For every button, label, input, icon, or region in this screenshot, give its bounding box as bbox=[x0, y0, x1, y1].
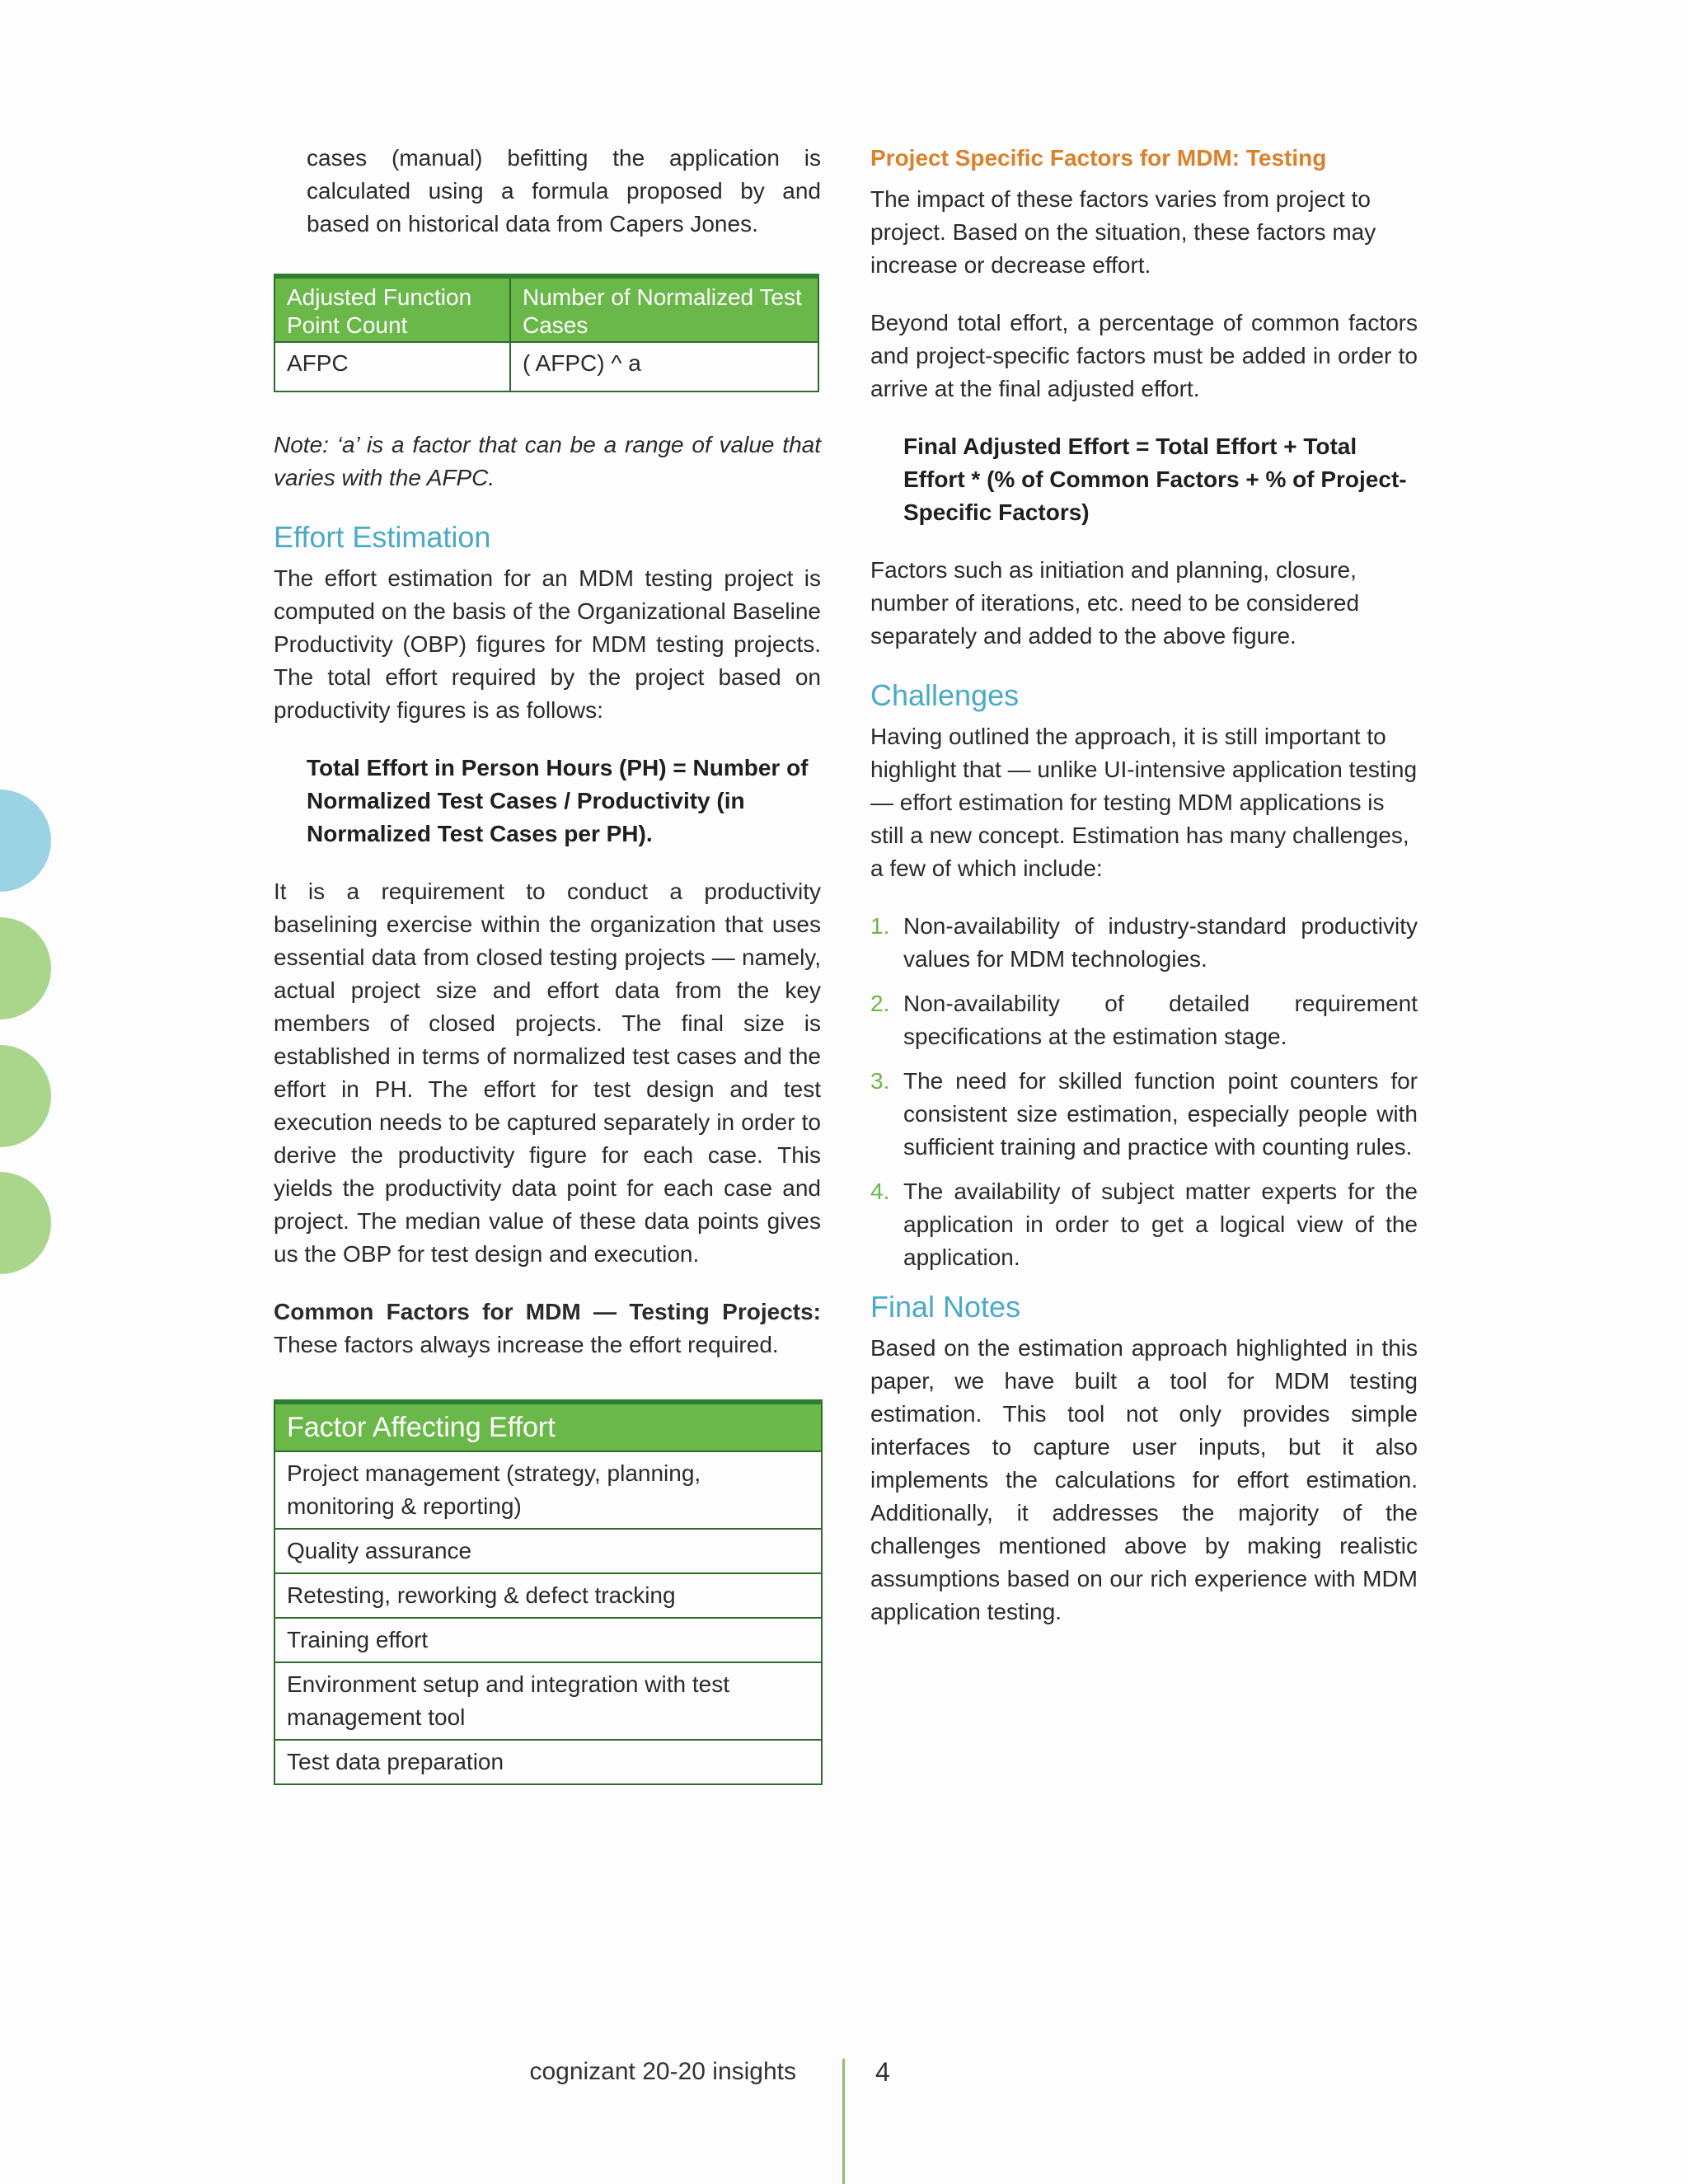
decorative-circle-green bbox=[0, 1045, 51, 1147]
section-heading-effort-estimation: Effort Estimation bbox=[274, 520, 491, 554]
section-heading-challenges: Challenges bbox=[870, 678, 1020, 712]
list-item bbox=[870, 1175, 1418, 1274]
paragraph: It is a requirement to conduct a productivity baselining exercise within the organization that uses essential data from closed testing projects — namely, actual project size and effort data from the key members of closed projects. The final size is established in terms of normalized test cases and the effort in PH. The effort for test design and test execution needs to be captured separately in order to derive the productivity figure for each case. This yields the productivity data point for each case and project. The median value of these data points gives us the OBP for test design and execution. bbox=[274, 879, 821, 1267]
list-item bbox=[870, 987, 1418, 1053]
table-row bbox=[274, 1740, 822, 1784]
list-number: 2. bbox=[870, 991, 890, 1016]
table-cell: Training effort bbox=[274, 1618, 822, 1662]
table-row bbox=[274, 1618, 822, 1662]
decorative-circle-green bbox=[0, 1172, 51, 1274]
list-item-text: Non-availability of industry-standard productivity values for MDM technologies. bbox=[903, 913, 1418, 972]
decorative-circle-green bbox=[0, 917, 51, 1019]
list-number: 3. bbox=[870, 1068, 890, 1094]
factor-table-header: Factor Affecting Effort bbox=[274, 1402, 822, 1451]
list-item-text: The availability of subject matter experts for the application in order to get a logical view of the application. bbox=[903, 1179, 1418, 1270]
paragraph: Having outlined the approach, it is still important to highlight that — unlike UI-intensive application testing — effort estimation for testing MDM applications is still a new concept. Estimation has many challenges, a few of which include: bbox=[870, 724, 1418, 881]
common-factors-paragraph bbox=[274, 1296, 821, 1361]
formula-final-adjusted-effort: Final Adjusted Effort = Total Effort + Total Effort * (% of Common Factors + % of Project-Specific Factors) bbox=[903, 434, 1407, 525]
paragraph: Based on the estimation approach highlighted in this paper, we have built a tool for MDM testing estimation. This tool not only provides simple interfaces to capture user inputs, but it also implements the calculations for effort estimation. Additionally, it addresses the majority of the challenges mentioned above by making realistic assumptions based on our rich experience with MDM application testing. bbox=[870, 1335, 1418, 1624]
footer-divider bbox=[842, 2059, 845, 2184]
paragraph: The impact of these factors varies from project to project. Based on the situation, these factors may increase or decrease effort. bbox=[870, 186, 1376, 278]
list-item bbox=[870, 1065, 1418, 1164]
page-number: 4 bbox=[875, 2057, 890, 2087]
table-cell: Environment setup and integration with test management tool bbox=[274, 1662, 822, 1740]
table-cell: AFPC bbox=[274, 342, 510, 391]
challenges-list bbox=[870, 910, 1418, 1274]
list-number: 4. bbox=[870, 1179, 890, 1204]
list-number: 1. bbox=[870, 913, 890, 939]
common-factors-text: These factors always increase the effort required. bbox=[274, 1332, 779, 1357]
list-item-text: The need for skilled function point counters for consistent size estimation, especially people with sufficient training and practice with counting rules. bbox=[903, 1068, 1418, 1160]
common-factors-label: Common Factors for MDM — Testing Projects: bbox=[274, 1299, 821, 1324]
paragraph: Beyond total effort, a percentage of common factors and project-specific factors must be added in order to arrive at the final adjusted effort. bbox=[870, 310, 1418, 401]
paragraph: Factors such as initiation and planning, closure, number of iterations, etc. need to be considered separately and added to the above figure. bbox=[870, 557, 1360, 649]
table-row bbox=[274, 1662, 822, 1740]
table-cell: Test data preparation bbox=[274, 1740, 822, 1784]
note: Note: ‘a’ is a factor that can be a range of value that varies with the AFPC. bbox=[274, 432, 821, 490]
table-cell: ( AFPC) ^ a bbox=[510, 342, 818, 391]
formula-total-effort: Total Effort in Person Hours (PH) = Number of Normalized Test Cases / Productivity (in Normalized Test Cases per PH). bbox=[307, 755, 809, 846]
list-item bbox=[870, 910, 1418, 976]
table-cell: Retesting, reworking & defect tracking bbox=[274, 1573, 822, 1618]
footer-brand: cognizant 20-20 insights bbox=[529, 2058, 796, 2085]
factor-table bbox=[274, 1399, 823, 1785]
afp-table bbox=[274, 274, 819, 392]
right-column bbox=[870, 142, 1418, 1629]
subheading-project-specific-factors: Project Specific Factors for MDM: Testing bbox=[870, 145, 1327, 171]
list-item-text: Non-availability of detailed requirement specifications at the estimation stage. bbox=[903, 991, 1418, 1049]
section-heading-final-notes: Final Notes bbox=[870, 1290, 1021, 1324]
table-row bbox=[274, 1451, 822, 1529]
intro-fragment: cases (manual) befitting the application is calculated using a formula proposed by and based on historical data from Capers Jones. bbox=[307, 145, 821, 237]
decorative-circle-blue bbox=[0, 790, 51, 892]
afp-table-header: Adjusted Function Point Count bbox=[274, 276, 510, 342]
table-cell: Quality assurance bbox=[274, 1529, 822, 1573]
table-row bbox=[274, 342, 818, 391]
table-row bbox=[274, 1573, 822, 1618]
left-column bbox=[274, 142, 821, 1785]
table-row bbox=[274, 1529, 822, 1573]
afp-table-header: Number of Normalized Test Cases bbox=[510, 276, 818, 342]
table-cell: Project management (strategy, planning, monitoring & reporting) bbox=[274, 1451, 822, 1529]
paragraph: The effort estimation for an MDM testing project is computed on the basis of the Organizational Baseline Productivity (OBP) figures for MDM testing projects. The total effort required by the project based on productivity figures is as follows: bbox=[274, 565, 821, 723]
